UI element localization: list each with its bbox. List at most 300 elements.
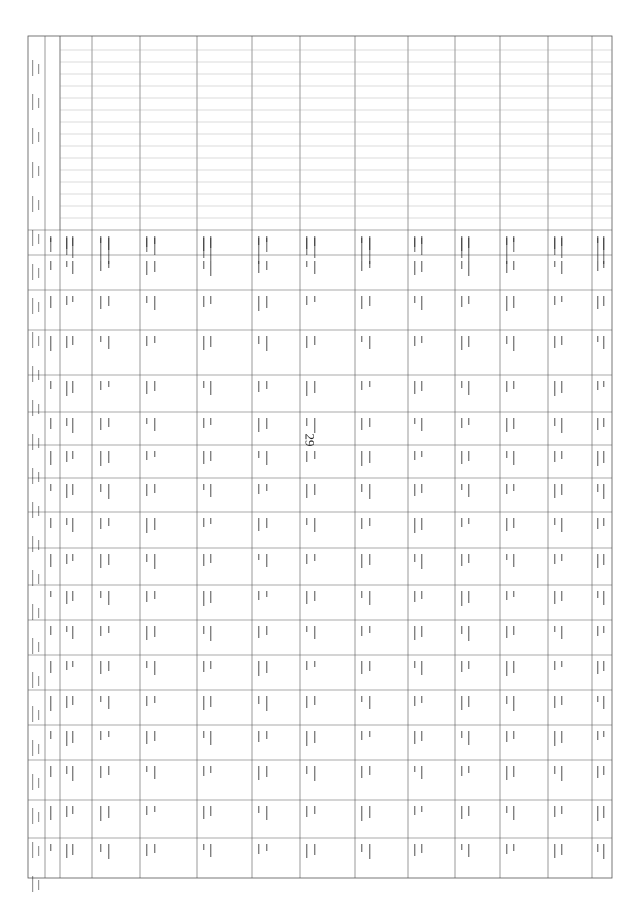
cell-text (561, 806, 562, 814)
cell-text (597, 518, 598, 529)
cell-text (266, 238, 267, 252)
cell-text (146, 591, 147, 602)
cell-text (50, 844, 51, 851)
cell-text (561, 661, 562, 667)
cell-text (461, 731, 462, 738)
cell-text (421, 731, 422, 741)
cell-text (414, 806, 415, 815)
cell-text (361, 451, 362, 466)
cell-text (414, 418, 415, 424)
cell-text (266, 696, 267, 711)
cell-text (154, 261, 155, 272)
cell-text (266, 626, 267, 635)
cell-text (154, 381, 155, 391)
cell-text (108, 484, 109, 499)
cell-text (50, 591, 51, 597)
cell-text (513, 731, 514, 739)
cell-text (314, 661, 315, 667)
cell-text (203, 731, 204, 738)
cell-text (50, 484, 51, 491)
cell-text (306, 696, 307, 708)
cell-text (108, 766, 109, 775)
cell-text (258, 844, 259, 854)
cell-text (369, 591, 370, 605)
row-label-text (32, 162, 33, 178)
cell-text (506, 418, 507, 432)
cell-text (210, 626, 211, 641)
cell-text (72, 806, 73, 814)
cell-text (108, 626, 109, 633)
cell-text (361, 554, 362, 568)
cell-text (50, 731, 51, 739)
cell-text (203, 381, 204, 388)
cell-text (506, 554, 507, 560)
cell-text (210, 296, 211, 304)
row-label-text (38, 472, 39, 482)
row-label-text (38, 438, 39, 448)
cell-text (306, 381, 307, 396)
cell-text (203, 451, 204, 464)
cell-text (421, 518, 422, 530)
cell-text (603, 381, 604, 387)
cell-text (258, 381, 259, 392)
cell-text (597, 591, 598, 598)
cell-text (154, 626, 155, 637)
cell-text (72, 766, 73, 781)
cell-text (468, 844, 469, 857)
cell-text (100, 696, 101, 702)
cell-text (554, 484, 555, 498)
cell-text (146, 626, 147, 640)
row-label-text (32, 740, 33, 756)
cell-text (361, 731, 362, 740)
cell-text (506, 451, 507, 458)
cell-text (108, 381, 109, 387)
row-label-text (38, 744, 39, 754)
cell-text (513, 261, 514, 270)
cell-text (369, 766, 370, 775)
cell-text (468, 336, 469, 347)
cell-text (108, 661, 109, 671)
cell-text (66, 844, 67, 858)
cell-text (314, 381, 315, 393)
cell-text (421, 806, 422, 812)
cell-text (100, 418, 101, 430)
cell-text (603, 418, 604, 427)
row-label-text (32, 298, 33, 314)
cell-text (66, 336, 67, 348)
cell-text (506, 296, 507, 311)
row-label-text (38, 234, 39, 244)
cell-text (266, 731, 267, 739)
cell-text (597, 661, 598, 674)
cell-text (597, 381, 598, 390)
cell-text (210, 261, 211, 276)
cell-text (72, 451, 73, 459)
cell-text (414, 844, 415, 856)
cell-text (210, 418, 211, 425)
cell-text (314, 418, 315, 433)
cell-text (421, 296, 422, 310)
cell-text (154, 591, 155, 599)
cell-text (369, 661, 370, 671)
row-label-text (38, 540, 39, 550)
cell-text (266, 766, 267, 777)
cell-text (100, 661, 101, 674)
row-label-text (32, 570, 33, 586)
cell-text (154, 451, 155, 457)
cell-text (554, 296, 555, 305)
row-label-text (38, 132, 39, 142)
cell-text (210, 806, 211, 816)
cell-text (461, 591, 462, 606)
cell-text (461, 296, 462, 307)
cell-text (108, 418, 109, 427)
cell-text (421, 336, 422, 343)
cell-text (603, 591, 604, 605)
row-label-text (32, 808, 33, 824)
cell-text (100, 626, 101, 636)
cell-text (421, 661, 422, 675)
cell-text (100, 844, 101, 852)
row-label-text (38, 506, 39, 516)
cell-text (100, 381, 101, 390)
page-number: 29 (302, 433, 318, 447)
cell-text (314, 766, 315, 781)
cell-text (306, 261, 307, 267)
cell-text (258, 518, 259, 531)
cell-text (210, 238, 211, 261)
cell-text (561, 626, 562, 639)
cell-text (361, 626, 362, 636)
cell-text (66, 296, 67, 305)
cell-text (361, 518, 362, 529)
cell-text (561, 696, 562, 705)
cell-text (506, 381, 507, 392)
cell-text (146, 844, 147, 856)
row-label-text (38, 64, 39, 74)
cell-text (66, 518, 67, 525)
cell-text (50, 806, 51, 820)
cell-text (461, 696, 462, 710)
cell-text (361, 806, 362, 821)
cell-text (266, 661, 267, 673)
cell-text (461, 336, 462, 350)
cell-text (203, 766, 204, 776)
cell-text (314, 844, 315, 855)
cell-text (414, 696, 415, 706)
cell-text (468, 626, 469, 641)
cell-text (468, 381, 469, 395)
cell-text (146, 261, 147, 275)
cell-text (154, 696, 155, 703)
cell-text (306, 844, 307, 858)
cell-text (72, 296, 73, 302)
cell-text (258, 591, 259, 600)
row-label-text (38, 98, 39, 108)
cell-text (603, 696, 604, 709)
cell-text (258, 484, 259, 494)
cell-text (506, 766, 507, 780)
cell-text (203, 261, 204, 269)
cell-text (258, 451, 259, 458)
cell-text (597, 806, 598, 821)
cell-text (203, 554, 204, 566)
cell-text (468, 806, 469, 816)
row-label-text (38, 846, 39, 856)
cell-text (146, 518, 147, 533)
cell-text (154, 484, 155, 493)
cell-text (50, 554, 51, 567)
row-label-text (32, 366, 33, 382)
cell-text (369, 696, 370, 709)
cell-text (597, 418, 598, 430)
cell-text (146, 296, 147, 303)
cell-text (369, 238, 370, 264)
cell-text (561, 731, 562, 743)
cell-text (461, 484, 462, 490)
cell-text (513, 296, 514, 308)
cell-text (468, 696, 469, 707)
cell-text (561, 844, 562, 855)
cell-text (461, 418, 462, 428)
cell-text (461, 766, 462, 776)
cell-text (554, 626, 555, 632)
cell-text (258, 336, 259, 344)
cell-text (314, 696, 315, 705)
cell-text (597, 261, 598, 271)
cell-text (66, 806, 67, 817)
cell-text (314, 451, 315, 459)
cell-text (266, 484, 267, 491)
cell-text (72, 518, 73, 532)
cell-text (203, 591, 204, 606)
cell-text (361, 844, 362, 852)
cell-text (266, 518, 267, 528)
cell-text (72, 484, 73, 495)
cell-text (66, 484, 67, 498)
cell-text (554, 451, 555, 462)
cell-text (561, 296, 562, 302)
row-label-text (32, 332, 33, 348)
cell-text (603, 844, 604, 859)
cell-text (306, 591, 307, 604)
cell-text (561, 591, 562, 601)
cell-text (414, 451, 415, 460)
table-frame (28, 36, 612, 878)
cell-text (314, 626, 315, 639)
cell-text (554, 261, 555, 267)
cell-text (561, 518, 562, 532)
cell-text (461, 261, 462, 269)
cell-text (154, 661, 155, 675)
row-label-text (32, 502, 33, 518)
cell-text (50, 381, 51, 389)
cell-text (203, 696, 204, 710)
row-label-text (32, 264, 33, 280)
cell-text (306, 554, 307, 564)
cell-text (414, 518, 415, 533)
cell-text (154, 238, 155, 255)
cell-text (513, 484, 514, 491)
cell-text (100, 591, 101, 598)
cell-text (146, 381, 147, 394)
cell-text (108, 518, 109, 526)
cell-text (72, 626, 73, 639)
cell-text (561, 451, 562, 459)
cell-text (203, 336, 204, 350)
cell-text (513, 696, 514, 711)
cell-text (554, 518, 555, 525)
cell-text (203, 296, 204, 307)
cell-text (369, 518, 370, 526)
row-label-text (38, 302, 39, 312)
cell-text (361, 381, 362, 390)
cell-text (369, 844, 370, 859)
cell-text (203, 484, 204, 490)
cell-text (468, 731, 469, 745)
cell-text (210, 591, 211, 603)
cell-text (506, 696, 507, 704)
cell-text (306, 518, 307, 525)
cell-text (603, 806, 604, 818)
cell-text (597, 554, 598, 568)
cell-text (513, 381, 514, 389)
cell-text (72, 554, 73, 561)
cell-text (554, 381, 555, 396)
cell-text (66, 696, 67, 708)
cell-text (50, 661, 51, 673)
cell-text (100, 261, 101, 271)
cell-text (506, 626, 507, 638)
row-label-text (38, 370, 39, 380)
cell-text (603, 766, 604, 775)
cell-text (266, 296, 267, 308)
cell-text (266, 451, 267, 465)
row-label-text (32, 468, 33, 484)
cell-text (361, 336, 362, 342)
cell-text (414, 766, 415, 772)
cell-text (306, 451, 307, 462)
cell-text (50, 451, 51, 465)
row-label-text (38, 608, 39, 618)
cell-text (554, 554, 555, 564)
cell-text (461, 626, 462, 634)
cell-text (154, 844, 155, 853)
cell-text (603, 484, 604, 499)
cell-text (414, 484, 415, 496)
cell-text (414, 261, 415, 275)
cell-text (554, 696, 555, 708)
cell-text (597, 844, 598, 852)
cell-text (50, 238, 51, 252)
cell-text (146, 766, 147, 772)
cell-text (597, 336, 598, 342)
cell-text (468, 518, 469, 524)
cell-text (513, 518, 514, 528)
cell-text (154, 418, 155, 431)
cell-text (414, 554, 415, 562)
cell-text (506, 238, 507, 264)
row-label-text (32, 842, 33, 858)
cell-text (266, 336, 267, 351)
cell-text (72, 696, 73, 705)
cell-text (66, 591, 67, 604)
cell-text (513, 626, 514, 635)
cell-text (154, 554, 155, 569)
cell-text (461, 451, 462, 464)
cell-text (306, 661, 307, 670)
cell-text (513, 418, 514, 429)
cell-text (146, 451, 147, 460)
cell-text (561, 381, 562, 393)
cell-text (561, 261, 562, 274)
cell-text (314, 518, 315, 532)
cell-text (597, 766, 598, 778)
cell-text (50, 766, 51, 777)
row-label-text (32, 706, 33, 722)
cell-text (210, 844, 211, 857)
cell-text (314, 261, 315, 274)
cell-text (361, 418, 362, 430)
row-label-text (32, 128, 33, 144)
cell-text (369, 731, 370, 737)
row-label-text (38, 268, 39, 278)
cell-text (146, 806, 147, 815)
cell-text (468, 554, 469, 563)
cell-text (266, 844, 267, 851)
cell-text (50, 336, 51, 351)
cell-text (100, 451, 101, 466)
cell-text (306, 626, 307, 632)
cell-text (258, 696, 259, 704)
cell-text (100, 336, 101, 342)
cell-text (146, 418, 147, 424)
cell-text (554, 661, 555, 670)
row-label-text (32, 400, 33, 416)
cell-text (554, 806, 555, 817)
cell-text (369, 554, 370, 565)
cell-text (561, 418, 562, 433)
cell-text (414, 336, 415, 346)
cell-text (561, 238, 562, 258)
cell-text (203, 238, 204, 258)
row-label-text (38, 336, 39, 346)
cell-text (506, 591, 507, 600)
cell-text (258, 418, 259, 432)
cell-text (506, 731, 507, 742)
cell-text (146, 336, 147, 346)
cell-text (554, 336, 555, 348)
cell-text (210, 381, 211, 395)
cell-text (468, 591, 469, 603)
row-label-text (32, 672, 33, 688)
cell-text (210, 484, 211, 497)
cell-text (66, 261, 67, 267)
cell-text (513, 238, 514, 252)
cell-text (361, 591, 362, 598)
cell-text (146, 238, 147, 252)
cell-text (421, 451, 422, 457)
cell-text (369, 296, 370, 306)
row-label-text (32, 536, 33, 552)
cell-text (306, 238, 307, 255)
cell-text (72, 381, 73, 393)
cell-text (597, 451, 598, 466)
cell-text (603, 518, 604, 526)
cell-text (50, 518, 51, 528)
cell-text (154, 766, 155, 779)
